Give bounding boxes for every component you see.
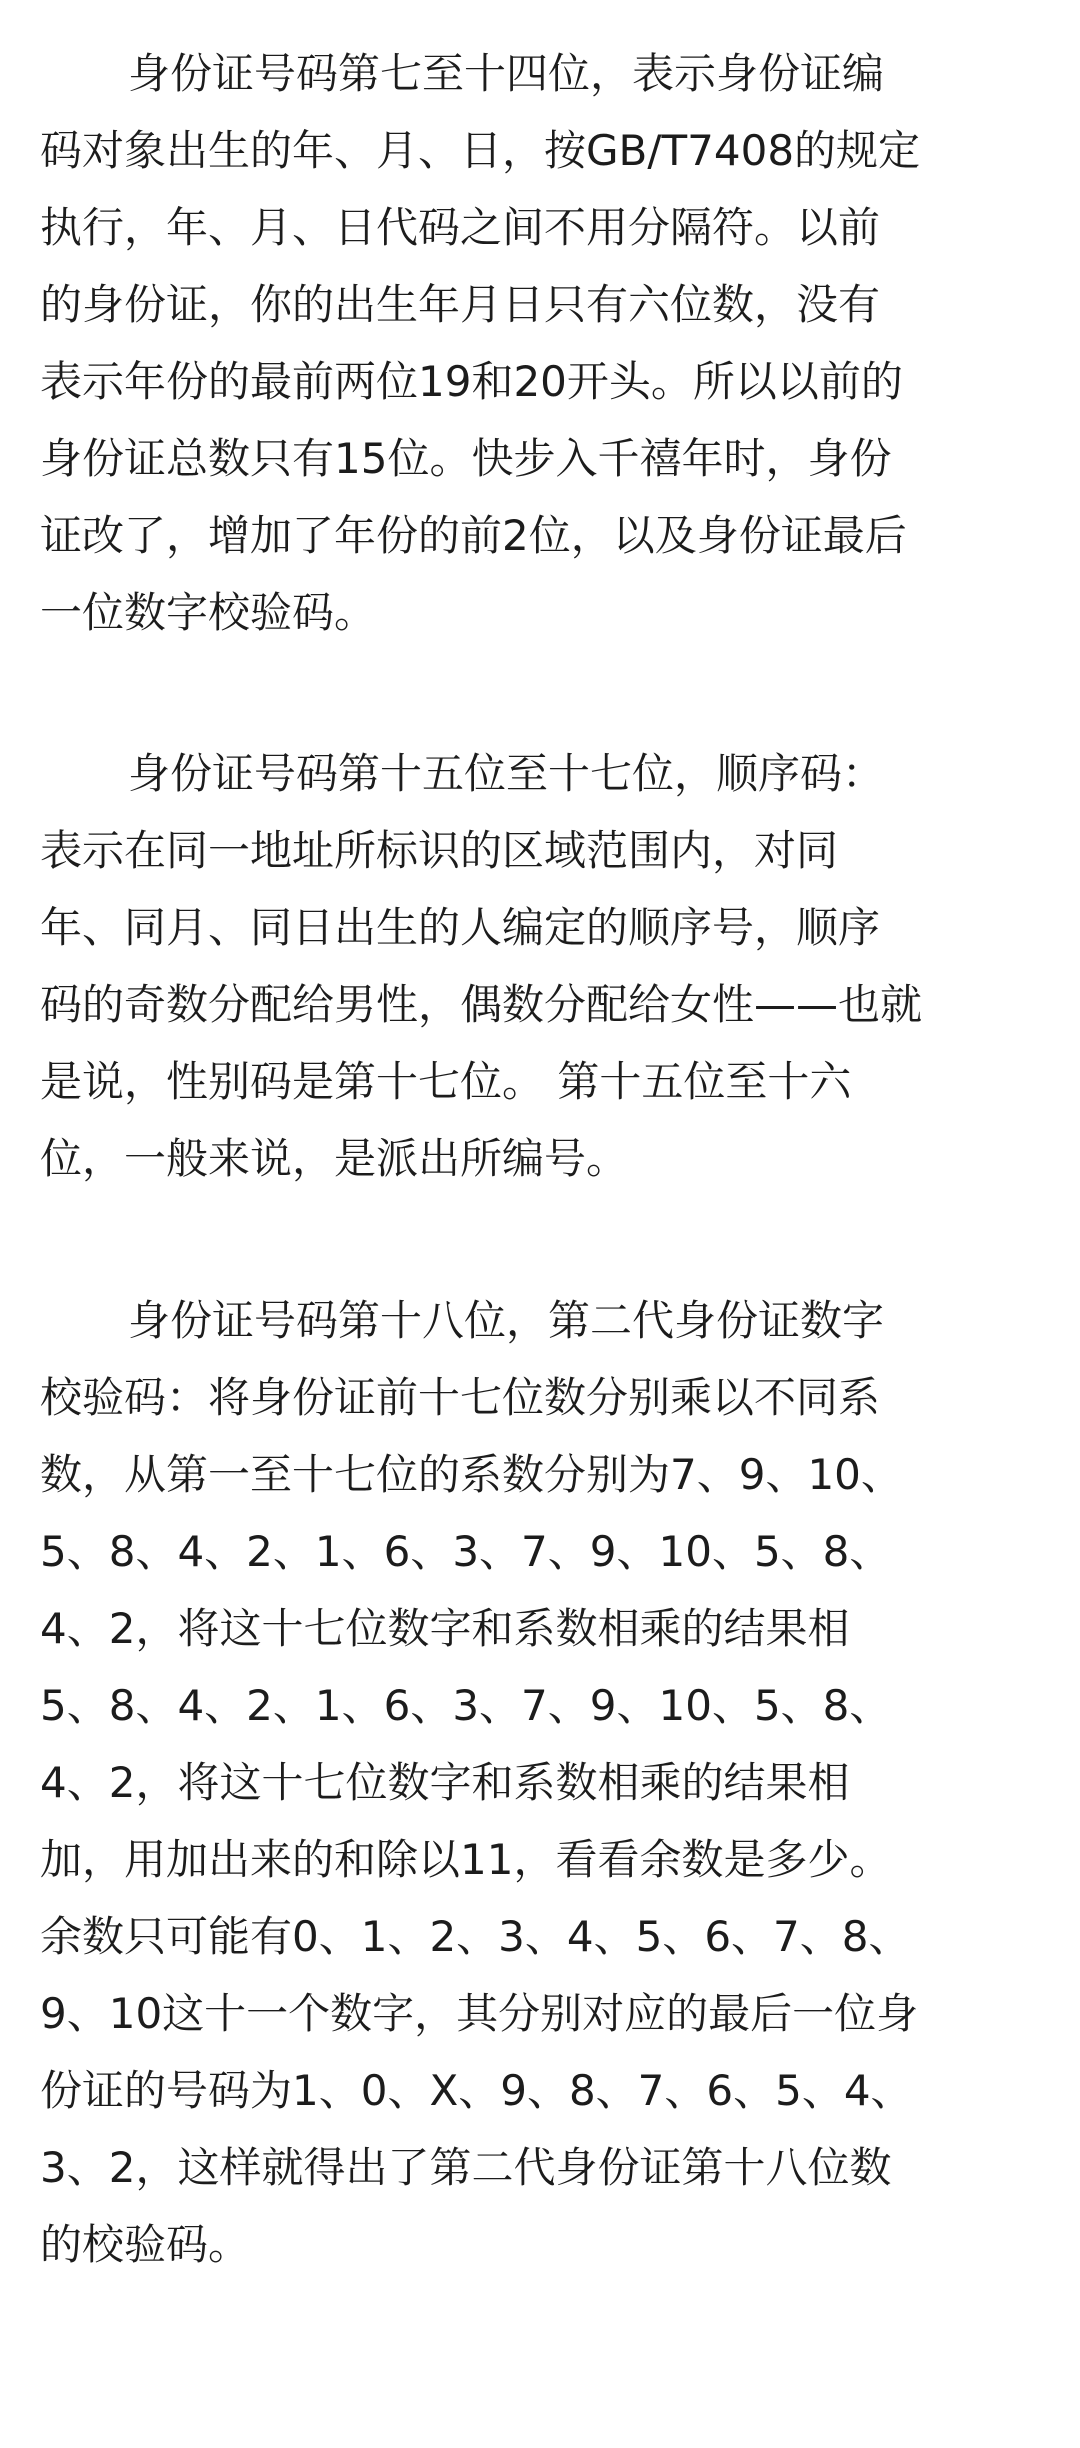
text-line: 加，用加出来的和除以11，看看余数是多少。: [40, 1835, 892, 1884]
text-line: 3、2，这样就得出了第二代身份证第十八位数: [40, 2143, 892, 2192]
text-line: 身份证号码第十五位至十七位，顺序码：: [128, 749, 885, 798]
text-line: 是说，性别码是第十七位。 第十五位至十六: [40, 1057, 852, 1106]
text-line: 份证的号码为1、0、X、9、8、7、6、5、4、: [40, 2066, 913, 2115]
text-line: 4、2，将这十七位数字和系数相乘的结果相: [40, 1604, 850, 1653]
text-line: 5、8、4、2、1、6、3、7、9、10、5、8、: [40, 1681, 892, 1730]
text-line: 码的奇数分配给男性，偶数分配给女性——也就: [40, 980, 923, 1029]
text-line: 身份证总数只有15位。快步入千禧年时，身份: [40, 434, 892, 483]
text-line: 校验码：将身份证前十七位数分别乘以不同系: [40, 1373, 881, 1422]
text-line: 身份证号码第十八位，第二代身份证数字: [128, 1296, 885, 1345]
text-line: 的校验码。: [40, 2220, 251, 2269]
text-line: 余数只可能有0、1、2、3、4、5、6、7、8、: [40, 1912, 911, 1961]
text-line: 身份证号码第七至十四位，表示身份证编: [128, 49, 885, 98]
text-line: 证改了，增加了年份的前2位，以及身份证最后: [40, 511, 907, 560]
text-line: 表示年份的最前两位19和20开头。所以以前的: [40, 357, 903, 406]
text-line: 5、8、4、2、1、6、3、7、9、10、5、8、: [40, 1527, 892, 1576]
text-line: 位，一般来说，是派出所编号。: [40, 1134, 629, 1183]
text-line: 表示在同一地址所标识的区域范围内，对同: [40, 826, 839, 875]
text-line: 数，从第一至十七位的系数分别为7、9、10、: [40, 1450, 903, 1499]
text-line: 4、2，将这十七位数字和系数相乘的结果相: [40, 1758, 850, 1807]
text-line: 的身份证，你的出生年月日只有六位数，没有: [40, 280, 881, 329]
text-line: 执行，年、月、日代码之间不用分隔符。以前: [40, 203, 881, 252]
text-line: 年、同月、同日出生的人编定的顺序号，顺序: [40, 903, 881, 952]
text-line: 一位数字校验码。: [40, 588, 377, 637]
text-line: 码对象出生的年、月、日，按GB/T7408的规定: [40, 126, 921, 175]
text-line: 9、10这十一个数字，其分别对应的最后一位身: [40, 1989, 919, 2038]
